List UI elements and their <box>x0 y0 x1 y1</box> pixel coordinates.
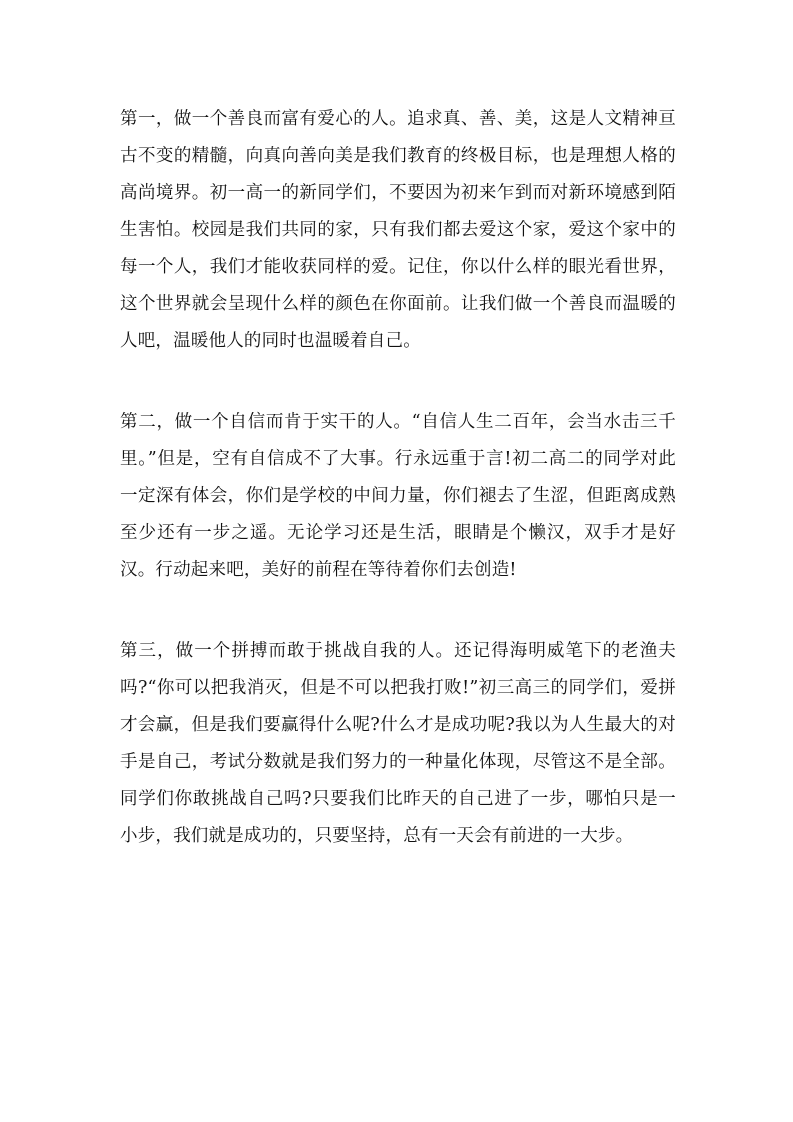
paragraph-second: 第二，做一个自信而肯于实干的人。“自信人生二百年，会当水击三千里。”但是，空有自信成不了大事。行永远重于言!初二高二的同学对此一定深有体会，你们是学校的中间力量，你们褪去了生涩，但距离成熟至少还有一步之遥。无论学习还是生活，眼睛是个懒汉，双手才是好汉。行动起来吧，美好的前程在等待着你们去创造! <box>120 412 676 580</box>
paragraph-gap <box>120 589 676 633</box>
paragraph-first: 第一，做一个善良而富有爱心的人。追求真、善、美，这是人文精神亘古不变的精髓，向真向善向美是我们教育的终极目标，也是理想人格的高尚境界。初一高一的新同学们，不要因为初来乍到而对新环境感到陌生害怕。校园是我们共同的家，只有我们都去爱这个家，爱这个家中的每一个人，我们才能收获同样的爱。记住，你以什么样的眼光看世界，这个世界就会呈现什么样的颜色在你面前。让我们做一个善良而温暖的人吧，温暖他人的同时也温暖着自己。 <box>120 109 676 351</box>
paragraph-gap <box>120 360 676 404</box>
document-body <box>120 101 676 855</box>
paragraph-third: 第三，做一个拼搏而敢于挑战自我的人。还记得海明威笔下的老渔夫吗?“你可以把我消灭，但是不可以把我打败!”初三高三的同学们，爱拼才会赢，但是我们要赢得什么呢?什么才是成功呢?我以为人生最大的对手是自己，考试分数就是我们努力的一种量化体现，尽管这不是全部。同学们你敢挑战自己吗?只要我们比昨天的自己进了一步，哪怕只是一小步，我们就是成功的，只要坚持，总有一天会有前进的一大步。 <box>120 641 676 846</box>
